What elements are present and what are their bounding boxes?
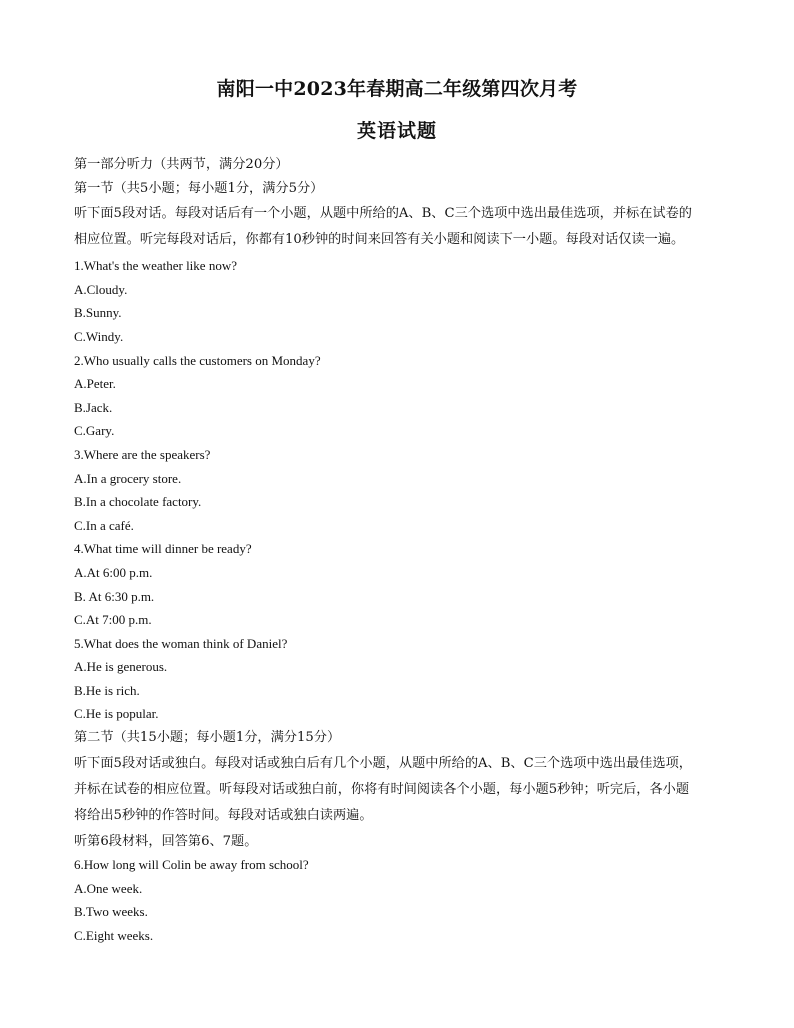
section2-instructions-line: 将给出5秒钟的作答时间。每段对话或独白读两遍。 (74, 807, 373, 823)
option-c: C.In a café. (74, 517, 134, 533)
question-stem: 1.What's the weather like now? (74, 258, 237, 274)
question-stem: 5.What does the woman think of Daniel? (74, 635, 288, 651)
section2-instructions-line: 并标在试卷的相应位置。听每段对话或独白前，你将有时间阅读各个小题，每小题5秒钟；听完后，各小题 (74, 781, 690, 797)
option-c: C.Windy. (74, 328, 124, 344)
material6-heading: 听第6段材料，回答第6、7题。 (74, 833, 258, 849)
option-b: B.Sunny. (74, 305, 122, 321)
exam-title: 南阳一中2023年春期高二年级第四次月考 (216, 78, 578, 100)
option-a: A.He is generous. (74, 659, 168, 675)
question-6 (74, 853, 724, 947)
option-c: C.He is popular. (74, 706, 159, 722)
option-b: B.Jack. (74, 399, 113, 415)
section1-instructions-line: 听下面5段对话。每段对话后有一个小题，从题中所给的A、B、C三个选项中选出最佳选项，并标在试卷的 (74, 206, 692, 222)
section2-heading: 第二节（共15小题；每小题1分，满分15分） (74, 730, 341, 746)
section1-instructions (74, 201, 720, 253)
question-stem: 3.Where are the speakers? (74, 446, 211, 462)
option-c: C.Gary. (74, 423, 115, 439)
question-1 (74, 254, 724, 348)
question-3 (74, 443, 724, 537)
option-b: B. At 6:30 p.m. (74, 588, 155, 604)
question-stem: 6.How long will Colin be away from school? (74, 857, 309, 873)
option-a: A.Peter. (74, 376, 116, 392)
section2-instructions (74, 751, 720, 829)
option-c: C.Eight weeks. (74, 928, 154, 944)
exam-subtitle: 英语试题 (356, 120, 437, 142)
option-a: A.One week. (74, 880, 143, 896)
option-a: A.In a grocery store. (74, 470, 182, 486)
exam-content (74, 153, 724, 948)
section1-heading: 第一节（共5小题；每小题1分，满分5分） (74, 180, 324, 196)
question-stem: 2.Who usually calls the customers on Monday? (74, 352, 321, 368)
question-4 (74, 537, 724, 631)
option-b: B.In a chocolate factory. (74, 494, 202, 510)
option-b: B.Two weeks. (74, 904, 148, 920)
option-c: C.At 7:00 p.m. (74, 612, 152, 628)
option-a: A.Cloudy. (74, 281, 128, 297)
part1-heading: 第一部分听力（共两节，满分20分） (74, 157, 289, 172)
question-2 (74, 349, 724, 443)
option-a: A.At 6:00 p.m. (74, 564, 153, 580)
option-b: B.He is rich. (74, 682, 140, 698)
question-stem: 4.What time will dinner be ready? (74, 541, 252, 557)
section2-instructions-line: 听下面5段对话或独白。每段对话或独白后有几个小题，从题中所给的A、B、C三个选项中选出最佳选项， (74, 755, 692, 771)
question-5 (74, 632, 724, 726)
section1-instructions-line: 相应位置。听完每段对话后，你都有10秒钟的时间来回答有关小题和阅读下一小题。每段对话仅读一遍。 (74, 232, 685, 248)
